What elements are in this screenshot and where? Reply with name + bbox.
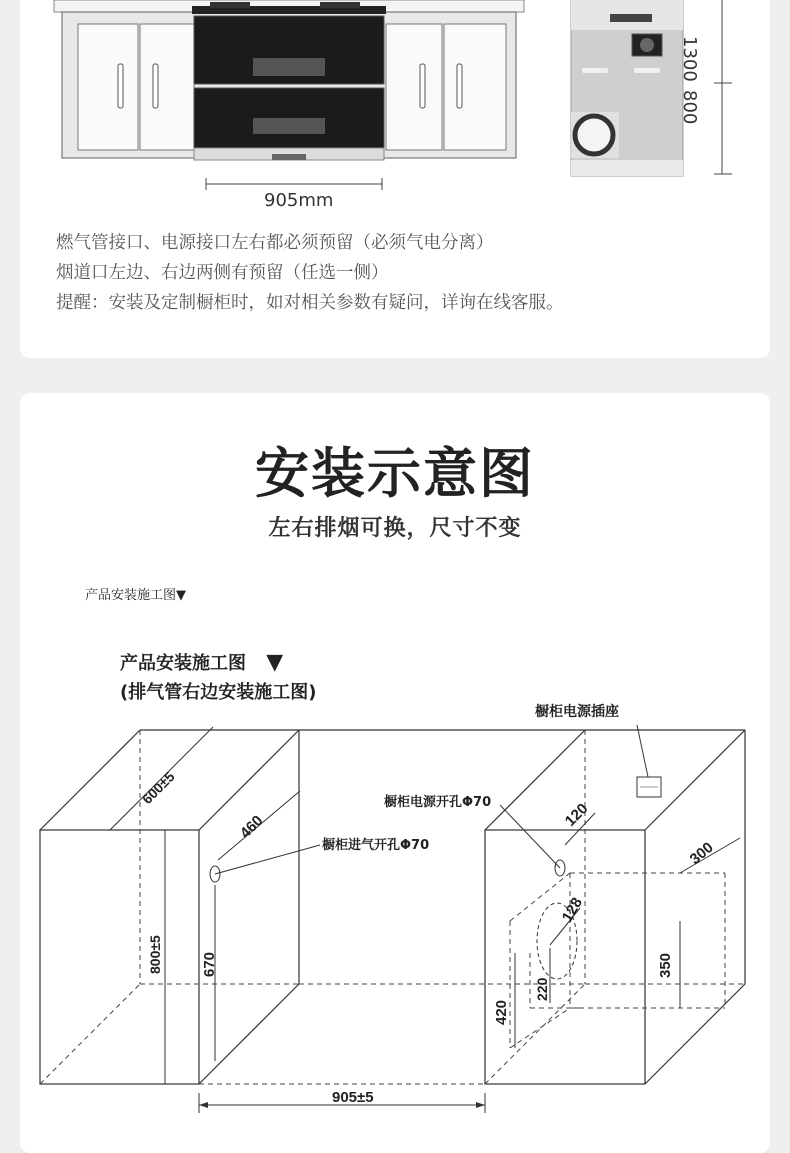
dim-300-label: 300 [686,838,717,869]
dim-350-label: 350 [657,952,674,978]
height-800-label: 800 [679,90,700,125]
installation-line-drawing [20,393,770,1153]
dim-460-label: 460 [236,812,267,842]
small-caption: 产品安装施工图▼ [85,588,186,603]
power-hole-label: 橱柜电源开孔Φ70 [384,795,492,810]
diagram-subheading: (排气管右边安装施工图) [120,682,317,703]
section-title: 安装示意图 [255,442,535,505]
note-flue-opening: 烟道口左边、右边两侧有预留（任选一侧） [56,263,389,283]
width-dimension-label: 905mm [264,190,334,211]
down-triangle-icon: ▼ [266,650,284,675]
installation-diagram-card [20,393,770,1153]
height-1300-label: 1300 [679,36,700,82]
product-dimensions-card [20,0,770,358]
dim-height-label: 800±5 [147,935,163,974]
note-reminder: 提醒：安装及定制橱柜时，如对相关参数有疑问，详询在线客服。 [56,293,564,313]
installation-notes [56,228,564,318]
note-gas-power: 燃气管接口、电源接口左右都必须预留（必须气电分离） [56,233,494,253]
dim-width-label: 905±5 [332,1089,374,1106]
dim-420-label: 420 [493,999,510,1025]
dim-depth-label: 600±5 [138,768,178,808]
dim-120-label: 120 [561,800,592,830]
dim-128-label: 128 [558,894,586,925]
gas-hole-label: 橱柜进气开孔Φ70 [322,838,430,853]
socket-label: 橱柜电源插座 [535,704,619,720]
dim-220-label: 220 [534,977,550,1001]
section-subtitle: 左右排烟可换，尺寸不变 [268,516,522,541]
diagram-heading-text: 产品安装施工图 [120,653,246,674]
dim-670-label: 670 [201,951,218,977]
